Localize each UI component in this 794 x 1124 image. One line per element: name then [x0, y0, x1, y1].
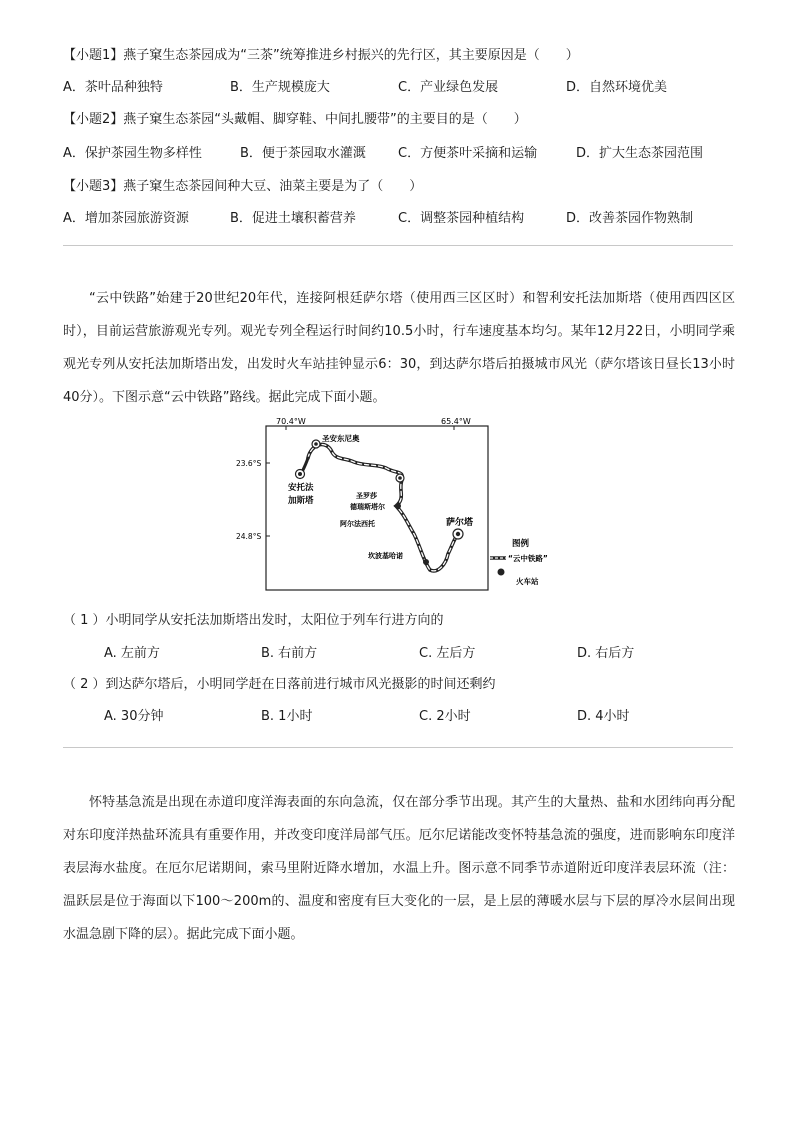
legend-title: 图例	[512, 539, 530, 549]
question-2-option-a[interactable]: A．保护茶园生物多样性	[63, 146, 202, 161]
question-3-option-c[interactable]: C．调整茶园种植结构	[398, 211, 525, 226]
question-2-option-d[interactable]: D．扩大生态茶园范围	[576, 146, 704, 161]
question-3-option-a[interactable]: A．增加茶园旅游资源	[63, 211, 189, 226]
railway-question-1-option-b[interactable]: B. 右前方	[261, 646, 318, 661]
svg-text:圣安东尼奥: 圣安东尼奥	[322, 434, 360, 443]
legend-station: 火车站	[516, 577, 539, 586]
station-san-antonio	[312, 433, 360, 448]
railway-question-1-stem: （ 1 ）小明同学从安托法加斯塔出发时，太阳位于列车行进方向的	[63, 613, 444, 628]
svg-text:阿尔法西托: 阿尔法西托	[340, 520, 375, 528]
railway-route-map	[236, 414, 556, 594]
question-3-option-b[interactable]: B．促进土壤积蓄营养	[230, 211, 356, 226]
railway-question-1-option-c[interactable]: C. 左后方	[419, 646, 476, 661]
svg-text:德瑞斯塔尔: 德瑞斯塔尔	[350, 503, 385, 511]
map-legend	[490, 538, 548, 586]
railway-question-2-option-b[interactable]: B. 1小时	[261, 709, 313, 724]
map-lat-bottom: 24.8°S	[236, 532, 262, 541]
station-antofagasta	[287, 470, 314, 507]
map-lon-left: 70.4°W	[276, 417, 306, 426]
question-1-option-a[interactable]: A．茶叶品种独特	[63, 80, 163, 95]
question-2-stem: 【小题2】燕子窠生态茶园“头戴帽、脚穿鞋、中间扎腰带”的主要目的是（ ）	[63, 112, 527, 127]
section-divider	[63, 747, 733, 748]
station-campo-quijano	[368, 551, 429, 565]
svg-text:萨尔塔: 萨尔塔	[446, 518, 474, 528]
question-3-option-d[interactable]: D．改善茶园作物熟制	[566, 211, 694, 226]
railway-question-2-stem: （ 2 ）到达萨尔塔后，小明同学赶在日落前进行城市风光摄影的时间还剩约	[63, 677, 496, 692]
svg-text:安托法: 安托法	[288, 483, 314, 493]
question-1-stem: 【小题1】燕子窠生态茶园成为“三茶”统筹推进乡村振兴的先行区，其主要原因是（ ）	[63, 48, 579, 63]
section-divider	[63, 245, 733, 246]
svg-text:坎波基哈诺: 坎波基哈诺	[368, 552, 403, 560]
railway-question-2-option-a[interactable]: A. 30分钟	[104, 709, 164, 724]
question-3-stem: 【小题3】燕子窠生态茶园间种大豆、油菜主要是为了（ ）	[63, 179, 423, 194]
railway-question-1-option-a[interactable]: A. 左前方	[104, 646, 160, 661]
question-1-option-c[interactable]: C．产业绿色发展	[398, 80, 499, 95]
railway-passage: “云中铁路”始建于20世纪20年代，连接阿根廷萨尔塔（使用西三区区时）和智利安托法加斯塔（使用西四区区时），目前运营旅游观光专列。观光专列全程运行时间约10.5小时，行车速度基本均匀。某年12月22日，小明同学乘观光专列从安托法加斯塔出发，出发时火车站挂钟显示6：30，到达萨尔塔后拍摄城市风光（萨尔塔该日昼长13小时40分）。下图示意“云中铁路”路线。据此完成下面小题。	[63, 291, 735, 405]
question-1-option-d[interactable]: D．自然环境优美	[566, 80, 668, 95]
railway-question-1-option-d[interactable]: D. 右后方	[577, 646, 635, 661]
svg-text:加斯塔: 加斯塔	[288, 496, 314, 506]
railway-question-2-option-c[interactable]: C. 2小时	[419, 709, 471, 724]
legend-railway: “云中铁路”	[508, 554, 548, 563]
station-salta	[446, 516, 474, 539]
wyrtki-jet-passage: 怀特基急流是出现在赤道印度洋海表面的东向急流，仅在部分季节出现。其产生的大量热、盐和水团纬向再分配对东印度洋热盐环流具有重要作用，并改变印度洋局部气压。厄尔尼诺能改变怀特基急流的强度，进而影响东印度洋表层海水盐度。在厄尔尼诺期间，索马里附近降水增加，水温上升。图示意不同季节赤道附近印度洋表层环流（注：温跃层是位于海面以下100～200m的、温度和密度有巨大变化的一层，是上层的薄暖水层与下层的厚冷水层间出现水温急剧下降的层）。据此完成下面小题。	[63, 795, 735, 942]
map-lon-right: 65.4°W	[441, 417, 471, 426]
svg-text:圣罗莎: 圣罗莎	[356, 492, 377, 500]
map-lat-top: 23.6°S	[236, 459, 262, 468]
question-2-option-b[interactable]: B．便于茶园取水灌溉	[240, 146, 366, 161]
question-1-option-b[interactable]: B．生产规模庞大	[230, 80, 330, 95]
question-2-option-c[interactable]: C．方便茶叶采摘和运输	[398, 146, 538, 161]
railway-question-2-option-d[interactable]: D. 4小时	[577, 709, 630, 724]
